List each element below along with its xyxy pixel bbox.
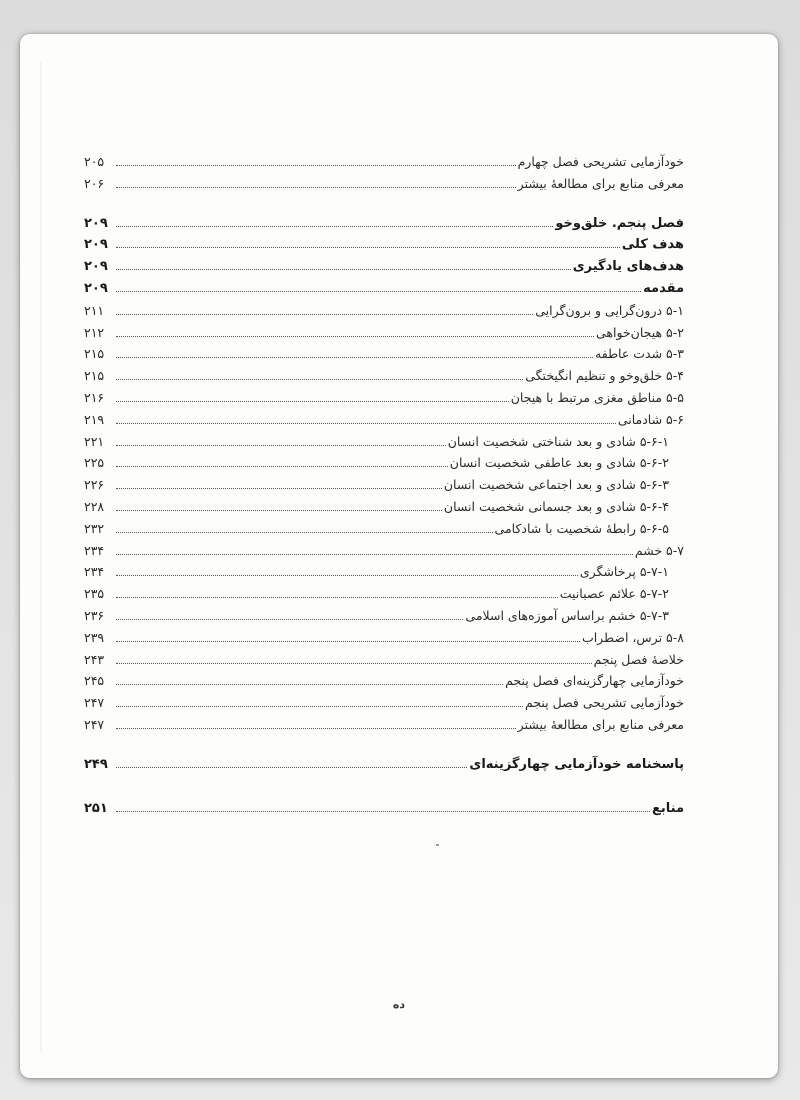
toc-entry-title: ۵-۶-۲ شادی و بعد عاطفی شخصیت انسان <box>449 455 669 471</box>
toc-page-number: ۲۴۳ <box>84 651 105 667</box>
toc-entry <box>84 387 684 409</box>
toc-entry <box>84 256 684 278</box>
toc-entry <box>84 798 684 820</box>
toc-entry <box>84 151 684 173</box>
toc-dot-leader <box>116 510 442 511</box>
toc-dot-leader <box>116 728 516 729</box>
toc-group-sources <box>84 798 684 820</box>
toc-page-number: ۲۱۱ <box>84 302 105 318</box>
toc-entry <box>84 343 684 365</box>
toc-entry <box>84 300 684 322</box>
toc-page-number: ۲۱۶ <box>84 389 105 405</box>
toc-dot-leader <box>116 445 446 446</box>
toc-entry <box>84 496 684 518</box>
toc-dot-leader <box>116 187 516 188</box>
toc-page-number: ۲۱۵ <box>84 346 105 362</box>
document-page <box>20 34 778 1078</box>
toc-entry-title: خلاصهٔ فصل پنجم <box>593 651 684 667</box>
toc-entry-title: هدف‌های یادگیری <box>572 259 684 275</box>
toc-dot-leader <box>116 684 503 685</box>
toc-entry-title: معرفی منابع برای مطالعهٔ بیشتر <box>517 175 684 191</box>
toc-entry-title: معرفی منابع برای مطالعهٔ بیشتر <box>517 716 684 732</box>
toc-page-number: ۲۴۵ <box>84 673 105 689</box>
toc-spacer <box>84 195 684 213</box>
toc-entry <box>84 670 684 692</box>
toc-entry <box>84 583 684 605</box>
toc-entry-title: ۵-۶-۴ شادی و بعد جسمانی شخصیت انسان <box>443 498 669 514</box>
toc-entry <box>84 649 684 671</box>
toc-page-number: ۲۴۹ <box>84 756 108 772</box>
toc-entry <box>84 605 684 627</box>
toc-entry <box>84 431 684 453</box>
toc-page-number: ۲۲۸ <box>84 498 105 514</box>
print-speck <box>436 844 439 846</box>
toc-dot-leader <box>116 575 578 576</box>
toc-page-number: ۲۰۹ <box>84 259 108 275</box>
toc-group-answers <box>84 754 684 776</box>
toc-dot-leader <box>116 706 523 707</box>
table-of-contents <box>84 151 684 819</box>
toc-entry-title: مقدمه <box>643 280 684 296</box>
toc-entry-title: خودآزمایی تشریحی فصل چهارم <box>517 154 684 169</box>
toc-page-number: ۲۲۶ <box>84 477 105 493</box>
toc-dot-leader <box>116 226 553 227</box>
toc-page-number: ۲۳۶ <box>84 607 105 623</box>
toc-group-chapter4-end <box>84 151 684 195</box>
toc-entry-title: ۵-۱ درون‌گرایی و برون‌گرایی <box>535 302 684 318</box>
toc-entry <box>84 322 684 344</box>
toc-entry-title: ۵-۷-۱ پرخاشگری <box>579 564 669 580</box>
toc-page-number: ۲۱۵ <box>84 368 105 384</box>
toc-entry <box>84 278 684 300</box>
toc-entry <box>84 518 684 540</box>
toc-entry <box>84 540 684 562</box>
toc-page-number: ۲۳۵ <box>84 586 105 602</box>
toc-page-number: ۲۲۱ <box>84 433 105 449</box>
toc-entry-title: هدف کلی <box>621 237 684 253</box>
toc-entry-title: ۵-۸ ترس، اضطراب <box>581 629 684 645</box>
toc-page-number: ۲۲۵ <box>84 455 105 471</box>
toc-dot-leader <box>116 641 580 642</box>
toc-dot-leader <box>116 336 594 337</box>
toc-entry-title: پاسخنامه خودآزمایی چهارگزینه‌ای <box>469 756 684 772</box>
toc-dot-leader <box>116 401 509 402</box>
toc-entry-title: ۵-۶-۵ رابطهٔ شخصیت با شادکامی <box>494 520 669 536</box>
toc-entry-title: ۵-۷-۲ علائم عصبانیت <box>559 586 669 602</box>
toc-dot-leader <box>116 811 650 812</box>
toc-dot-leader <box>116 663 592 664</box>
toc-entry <box>84 754 684 776</box>
toc-dot-leader <box>116 554 633 555</box>
toc-page-number: ۲۰۵ <box>84 154 105 169</box>
toc-entry <box>84 627 684 649</box>
toc-dot-leader <box>116 423 616 424</box>
toc-spacer <box>84 736 684 754</box>
toc-entry-title: منابع <box>652 800 684 816</box>
toc-entry-title: ۵-۶-۱ شادی و بعد شناختی شخصیت انسان <box>447 433 669 449</box>
toc-page-number: ۲۱۲ <box>84 324 105 340</box>
toc-page-number: ۲۰۶ <box>84 175 105 191</box>
toc-entry <box>84 409 684 431</box>
toc-dot-leader <box>116 767 467 768</box>
toc-entry-title: ۵-۷ خشم <box>634 542 684 558</box>
toc-page-number: ۲۰۹ <box>84 215 108 231</box>
page-edge-shadow <box>40 62 43 1052</box>
toc-dot-leader <box>116 357 593 358</box>
toc-entry-title: ۵-۳ شدت عاطفه <box>595 346 684 362</box>
toc-entry-title: ۵-۶-۳ شادی و بعد اجتماعی شخصیت انسان <box>443 477 669 493</box>
toc-entry-title: خودآزمایی چهارگزینه‌ای فصل پنجم <box>505 673 684 689</box>
toc-dot-leader <box>116 532 493 533</box>
toc-dot-leader <box>116 488 442 489</box>
toc-entry <box>84 213 684 235</box>
toc-entry <box>84 561 684 583</box>
toc-entry-title: خودآزمایی تشریحی فصل پنجم <box>525 695 684 711</box>
toc-page-number: ۲۳۴ <box>84 542 105 558</box>
toc-dot-leader <box>116 379 523 380</box>
toc-page-number: ۲۳۲ <box>84 520 105 536</box>
toc-entry <box>84 173 684 195</box>
toc-dot-leader <box>116 466 448 467</box>
toc-page-number: ۲۴۷ <box>84 695 105 711</box>
toc-page-number: ۲۳۴ <box>84 564 105 580</box>
toc-entry <box>84 714 684 736</box>
page-number: ده <box>392 998 406 1011</box>
toc-page-number: ۲۰۹ <box>84 237 108 253</box>
toc-entry <box>84 474 684 496</box>
toc-dot-leader <box>116 269 571 270</box>
toc-page-number: ۲۱۹ <box>84 411 105 427</box>
toc-entry <box>84 365 684 387</box>
toc-dot-leader <box>116 314 533 315</box>
toc-spacer <box>84 776 684 798</box>
toc-entry-title: ۵-۶ شادمانی <box>617 411 684 427</box>
toc-dot-leader <box>116 597 558 598</box>
toc-dot-leader <box>116 619 463 620</box>
toc-entry-title: ۵-۴ خلق‌وخو و تنظیم انگیختگی <box>525 368 684 384</box>
toc-dot-leader <box>116 291 641 292</box>
toc-entry <box>84 452 684 474</box>
toc-page-number: ۲۵۱ <box>84 800 108 816</box>
toc-dot-leader <box>116 165 516 166</box>
toc-group-chapter5 <box>84 213 684 736</box>
toc-entry-title: فصل پنجم. خلق‌وخو <box>555 215 684 231</box>
toc-entry <box>84 692 684 714</box>
toc-dot-leader <box>116 247 620 248</box>
toc-page-number: ۲۴۷ <box>84 716 105 732</box>
toc-entry <box>84 234 684 256</box>
toc-entry-title: ۵-۵ مناطق مغزی مرتبط با هیجان <box>510 389 684 405</box>
toc-page-number: ۲۰۹ <box>84 280 108 296</box>
toc-entry-title: ۵-۷-۳ خشم براساس آموزه‌های اسلامی <box>465 607 669 623</box>
toc-page-number: ۲۳۹ <box>84 629 105 645</box>
toc-entry-title: ۵-۲ هیجان‌خواهی <box>595 324 684 340</box>
